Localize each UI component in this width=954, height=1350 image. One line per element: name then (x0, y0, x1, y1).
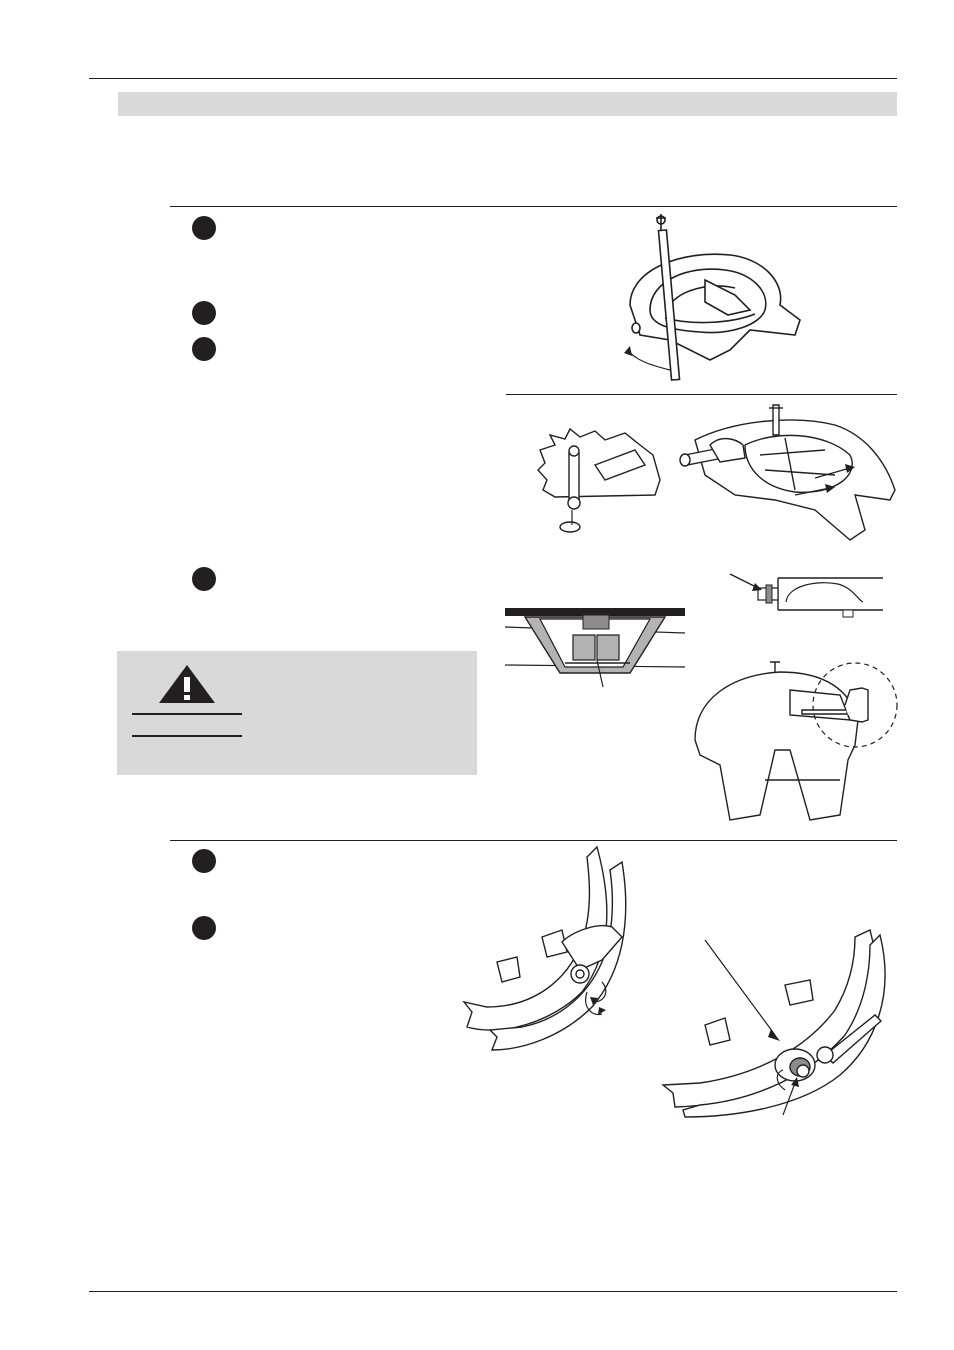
step-bullet-2 (192, 301, 216, 325)
figure-spring-pin-detail (535, 425, 670, 540)
step-bullet-5 (192, 849, 216, 873)
figure-hand-pull-handle (675, 400, 900, 545)
warning-underline-1 (132, 713, 242, 715)
step-bullet-1 (192, 216, 216, 240)
warning-underline-2 (132, 735, 242, 737)
section-1-rule (170, 206, 897, 207)
section-2-rule (170, 840, 897, 841)
figure-hand-turn-knob (462, 842, 642, 1057)
bottom-rule (89, 1291, 897, 1292)
step-bullet-4 (192, 567, 216, 591)
warning-box (117, 651, 477, 775)
figure-knob-nut-wrench (645, 925, 895, 1120)
figure-divider (506, 394, 897, 395)
top-rule (89, 78, 897, 79)
figure-fifth-wheel-handle (610, 210, 810, 390)
section-header-band (118, 92, 897, 116)
step-bullet-3 (192, 337, 216, 361)
step-bullet-6 (192, 916, 216, 940)
figure-cross-section (505, 605, 690, 690)
figure-pin-side-view (728, 570, 888, 620)
warning-triangle-icon (157, 663, 217, 705)
figure-fifth-wheel-top-view (690, 650, 905, 825)
